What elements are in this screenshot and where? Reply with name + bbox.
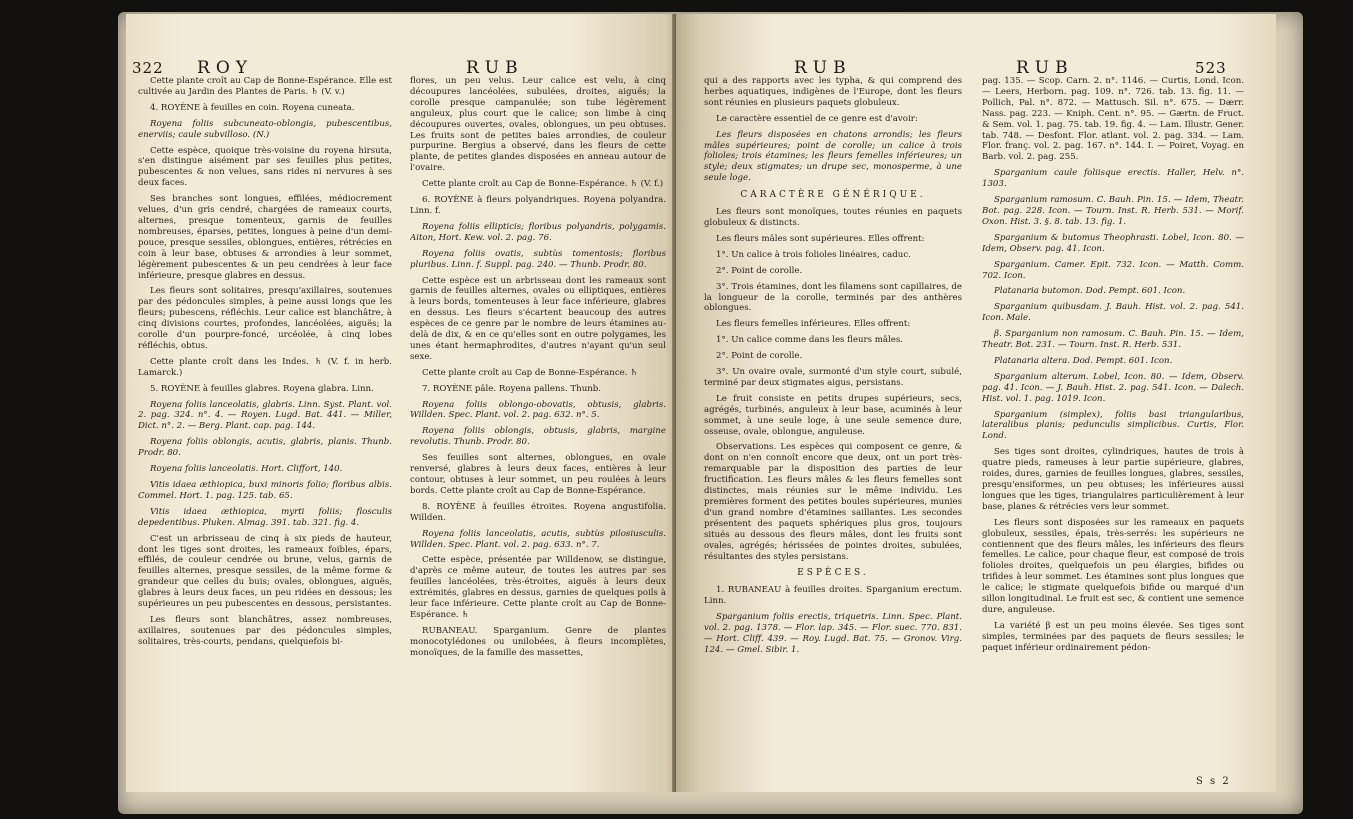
paragraph: Sparganium caule foliisque erectis. Haller, Helv. n°. 1303. [982,168,1244,190]
paragraph: Les fleurs sont disposées sur les rameaux en paquets globuleux, sessiles, épais, très-serrés: les supérieurs ne contiennent que des fleurs mâles, les inférieurs des fleurs femelles. Le calice, pour chaque fleur, est composé de trois folioles droites, quelquefois un peu élargies, bifides ou trifides à leur sommet. Les étamines sont plus longues que le calice; le stigmate quelquefois bifide ou marqué d'un sillon longitudinal. Le fruit est sec, & contient une semence dure, anguleuse. [982,517,1244,615]
paragraph: RUBANEAU. Sparganium. Genre de plantes monocotylédones ou unilobées, à fleurs incomplètes, monoïques, de la famille des massettes, [410,625,666,658]
paragraph: Sparganium quibusdam. J. Bauh. Hist. vol. 2. pag. 541. Icon. Male. [982,302,1244,324]
right-page-column-2 [982,76,1244,776]
paragraph: 1°. Un calice comme dans les fleurs mâles. [716,335,904,346]
left-page-number: 322 [132,59,164,77]
left-page-column-1 [138,76,392,788]
paragraph: Royena foliis oblongo-obovatis, obtusis, glabris. Willden. Spec. Plant. vol. 2. pag. 632. n°. 5. [410,399,666,421]
paragraph: Sparganium ramosum. C. Bauh. Pin. 15. — Idem, Theatr. Bot. pag. 228. Icon. — Tourn. Inst. R. Herb. 531. — Morif. Oxon. Hist. 3. §. 8. tab. 13. fig. 1. [982,195,1244,227]
paragraph: 1°. Un calice à trois folioles linéaires, caduc. [716,249,911,260]
paragraph: Royena foliis lanceolatis, glabris. Linn. Syst. Plant. vol. 2. pag. 324. n°. 4. — Royen. Lugd. Bat. 441. — Miller, Dict. n°. 2. — Berg. Plant. cap. pag. 144. [138,399,392,432]
paragraph: Platanaria butomon. Dod. Pempt. 601. Icon. [994,286,1186,297]
paragraph: Vitis idaea æthiopica, myrti foliis; flosculis depedentibus. Pluken. Almag. 391. tab. 321. fig. 4. [138,506,392,528]
paragraph: Ses feuilles sont alternes, oblongues, en ovale renversé, glabres à leurs deux faces, entières à leur contour, obtuses à leur sommet, un peu roulées à leurs bords. Cette plante croît au Cap de Bonne-Espérance. [410,453,666,496]
paragraph: La variété β est un peu moins élevée. Ses tiges sont simples, terminées par des paquets de fleurs sessiles; le paquet inférieur ordinairement pédon- [982,620,1244,653]
paragraph: Sparganium & butomus Theophrasti. Lobel, Icon. 80. — Idem, Observ. pag. 41. Icon. [982,232,1244,254]
paragraph: Cette espèce est un arbrisseau dont les rameaux sont garnis de feuilles alternes, ovales ou elliptiques, entières à leurs bords, tomenteuses à leur face inférieure, glabres en dessus. Les fleurs s'écartent beaucoup des autres espèces de ce genre par le nombre de leurs étamines au-delà de dix, & en ce qu'elles sont en outre polygames, les unes étant hermaphrodites, d'autres n'ayant qu'un seul sexe. [410,275,666,362]
paragraph: Observations. Les espèces qui composent ce genre, & dont on n'en connoît encore que deux, ont un port très-remarquable par la disposition des parties de leur fructification. Les fleurs mâles & les fleurs femelles sont distinctes, mais réunies sur le même individu. Les premières forment des petites boules supérieures, munies d'un grand nombre d'étamines saillantes. Les secondes présentent des paquets sphériques plus gros, toujours situés au dessous des fleurs mâles, dont les fruits sont ovales, agrégés; hérissées de pointes droites, subulées, résultantes des styles persistans. [704,442,962,562]
right-running-head-2: RUB [1016,58,1074,78]
paragraph: Royena foliis oblongis, acutis, glabris, planis. Thunb. Prodr. 80. [138,437,392,459]
paragraph: 2°. Point de corolle. [716,351,803,362]
paragraph: Les fleurs sont blanchâtres, assez nombreuses, axillaires, soutenues par des pédoncules simples, solitaires, très-courts, pendans, quelquefois bi- [138,614,392,647]
paragraph: 3°. Un ovaire ovale, surmonté d'un style court, subulé, terminé par deux stigmates aigus, persistans. [704,367,962,388]
paragraph: Cette espèce, présentée par Willdenow, se distingue, d'après ce même auteur, de toutes les autres par ses feuilles lancéolées, très-étroites, aiguës à leurs deux extrémités, glabres en dessus, garnies de quelques poils à leur face inférieure. Cette plante croît au Cap de Bonne-Espérance. ♄ [410,555,666,620]
paragraph: Vitis idaea æthiopica, buxi minoris folio; floribus albis. Commel. Hort. 1. pag. 125. tab. 65. [138,480,392,501]
paragraph: β. Sparganium non ramosum. C. Bauh. Pin. 15. — Idem, Theatr. Bot. 231. — Tourn. Inst. R. Herb. 531. [982,329,1244,351]
paragraph: Sparganium. Camer. Epit. 732. Icon. — Matth. Comm. 702. Icon. [982,259,1244,281]
paragraph: qui a des rapports avec les typha, & qui comprend des herbes aquatiques, indigènes de l'Europe, dont les fleurs sont réunies en plusieurs paquets globuleux. [704,76,962,108]
right-running-head-1: RUB [794,58,852,78]
paragraph: Royena foliis lanceolatis, acutis, subtùs pilosiusculis. Willden. Spec. Plant. vol. 2. pag. 633. n°. 7. [410,528,666,550]
left-page [126,14,682,792]
paragraph: Cette espèce, quoique très-voisine du royena hirsuta, s'en distingue aisément par ses feuilles plus petites, pubescentes & non velues, sans rides ni nervures à ses deux faces. [138,145,392,189]
paragraph: Les fleurs sont monoïques, toutes réunies en paquets globuleux & distincts. [704,207,962,228]
paragraph: Cette plante croît au Cap de Bonne-Espérance. ♄ [422,367,638,378]
paragraph: Royena foliis subcuneato-oblongis, pubescentibus, enerviis; caule subvilloso. (N.) [138,118,392,140]
paragraph: Cette plante croît au Cap de Bonne-Espérance. Elle est cultivée au Jardin des Plantes de Paris. ♄ (V. v.) [138,76,392,97]
paragraph: Les fleurs mâles sont supérieures. Elles offrent: [716,233,925,244]
right-page-number: 523 [1195,59,1227,77]
paragraph: Les fleurs disposées en chatons arrondis; les fleurs mâles supérieures; point de corolle; un calice à trois folioles; trois étamines; les fleurs femelles inférieures; un style; deux stigmates; un drupe sec, monosperme, à une seule loge. [704,129,962,184]
paragraph: 5. ROYÈNE à feuilles glabres. Royena glabra. Linn. [150,383,374,394]
left-page-header [132,58,253,78]
paragraph: Le fruit consiste en petits drupes supérieurs, secs, agrégés, turbinés, anguleux à leur base, acuminés à leur sommet, à une seule loge, à une seule semence dure, osseuse, ovale, oblongue, anguleuse. [704,393,962,437]
paragraph: flores, un peu velus. Leur calice est velu, à cinq découpures lancéolées, subulées, droites, aiguës; la corolle presque campanulée; son tube légèrement anguleux, plus court que le calice; son limbe à cinq découpures ouvertes, ovales, oblongues, un peu obtuses. Les fruits sont de petites baies arrondies, de couleur purpurine. Bergius a observé, dans les fleurs de cette plante, de petites glandes disposées en anneau autour de l'ovaire. [410,76,666,174]
paragraph: 2°. Point de corolle. [716,265,803,276]
paragraph: 3°. Trois étamines, dont les filamens sont capillaires, de la longueur de la corolle, terminés par des anthères oblongues. [704,281,962,314]
right-page-column-1 [704,76,962,788]
paragraph: 6. ROYÈNE à fleurs polyandriques. Royena polyandra. Linn. f. [410,195,666,216]
section-heading: ESPÈCES. [797,568,869,579]
paragraph: Cette plante croît dans les Indes. ♄ (V. f. in herb. Lamarck.) [138,356,392,378]
paragraph: 1. RUBANEAU à feuilles droites. Sparganium erectum. Linn. [704,585,962,607]
right-page-header [1016,58,1227,78]
right-page [676,14,1276,792]
paragraph: Ses tiges sont droites, cylindriques, hautes de trois à quatre pieds, rameuses à leur partie supérieure, glabres, roides, dures, garnies de feuilles longues, glabres, sessiles, presqu'ensiformes, un peu obtuses; les inférieures aussi longues que les tiges, triangulaires particulièrement à leur base, planes & rétrécies vers leur sommet. [982,447,1244,512]
paragraph: Ses branches sont longues, effilées, médiocrement velues, d'un gris cendré, chargées de rameaux courts, alternes, presque tomenteux, garnis de feuilles nombreuses, éparses, petites, longues à peine d'un demi-pouce, presque sessiles, oblongues, entières, rétrécies en coin à leur base, obtuses & arrondies à leur sommet, légèrement pubescentes & un peu cendrées à leur face inférieure, presque glabres en dessus. [138,194,392,281]
paragraph: Royena foliis oblongis, obtusis, glabris, margine revolutis. Thunb. Prodr. 80. [410,426,666,448]
paragraph: Les fleurs sont solitaires, presqu'axillaires, soutenues par des pédoncules simples, à peine aussi longs que les fleurs; pubescens, réfléchis. Leur calice est blanchâtre, à cinq divisions courtes, profondes, lancéolées, aiguës; la corolle d'un pourpre-foncé, urcéolée, à cinq lobes réfléchis, obtus. [138,286,392,351]
paragraph: Royena foliis ovatis, subtùs tomentosis; floribus pluribus. Linn. f. Suppl. pag. 240. — Thunb. Prodr. 80. [410,248,666,270]
paragraph: Royena foliis lanceolatis. Hort. Cliffort, 140. [150,464,343,475]
paragraph: Les fleurs femelles inférieures. Elles offrent: [716,319,911,330]
paragraph: 8. ROYÈNE à feuilles étroites. Royena angustifolia. Willden. [410,501,666,523]
paragraph: Royena foliis ellipticis; floribus polyandris, polygamis. Aiton, Hort. Kew. vol. 2. pag. 76. [410,221,666,243]
paragraph: Platanaria altera. Dod. Pempt. 601. Icon. [994,355,1173,366]
section-heading: CARACTÈRE GÉNÉRIQUE. [740,190,926,201]
paragraph: Le caractère essentiel de ce genre est d'avoir: [716,113,918,124]
paragraph: pag. 135. — Scop. Carn. 2. n°. 1146. — Curtis, Lond. Icon. — Leers, Herborn. pag. 109. n°. 726. tab. 13. fig. 11. — Pollich, Pal. n°. 872. — Mattusch. Sil. n°. 675. — Dærr. Nass. pag. 223. — Kniph. Cent. n°. 95. — Gærtn. de Fruct. & Sem. vol. 1. pag. 75. tab. 19. fig. 4. — Lam. Illustr. Gener. tab. 748. — Desfont. Flor. atlant. vol. 2. pag. 334. — Lam. Flor. franç. vol. 2. pag. 167. n°. 144. I. — Poiret, Voyag. en Barb. vol. 2. pag. 255. [982,76,1244,163]
paragraph: Sparganium alterum. Lobel, Icon. 80. — Idem, Observ. pag. 41. Icon. — J. Bauh. Hist. 2. pag. 541. Icon. — Dalech. Hist. vol. 1. pag. 1019. Icon. [982,371,1244,404]
paragraph: 4. ROYÈNE à feuilles en coin. Royena cuneata. [150,102,355,113]
signature-mark: S s 2 [1196,776,1231,787]
left-page-column-2 [410,76,666,788]
paragraph: Cette plante croît au Cap de Bonne-Espérance. ♄ (V. f.) [422,179,664,190]
paragraph: 7. ROYÈNE pâle. Royena pallens. Thunb. [422,383,602,394]
paragraph: C'est un arbrisseau de cinq à six pieds de hauteur, dont les tiges sont droites, les rameaux foibles, épars, effilés, de couleur cendrée ou brune, velus, garnis de feuilles alternes, presque sessiles, de la même forme & grandeur que celles du buis; ovales, oblongues, aiguës, glabres à leurs deux faces, un peu ridées en dessous; les supérieures un peu pubescentes en dessous, persistantes. [138,533,392,610]
left-running-head-1: ROY [197,58,254,78]
left-running-head-2: RUB [466,58,524,78]
paragraph: Sparganium (simplex), foliis basi triangularibus, lateralibus planis; pedunculis simplicibus. Curtis, Flor. Lond. [982,409,1244,442]
paragraph: Sparganium foliis erectis, triquetris. Linn. Spec. Plant. vol. 2. pag. 1378. — Flor. lap. 345. — Flor. suec. 770. 831. — Hort. Cliff. 439. — Roy. Lugd. Bat. 75. — Gronov. Virg. 124. — Gmel. Sibir. 1. [704,612,962,655]
